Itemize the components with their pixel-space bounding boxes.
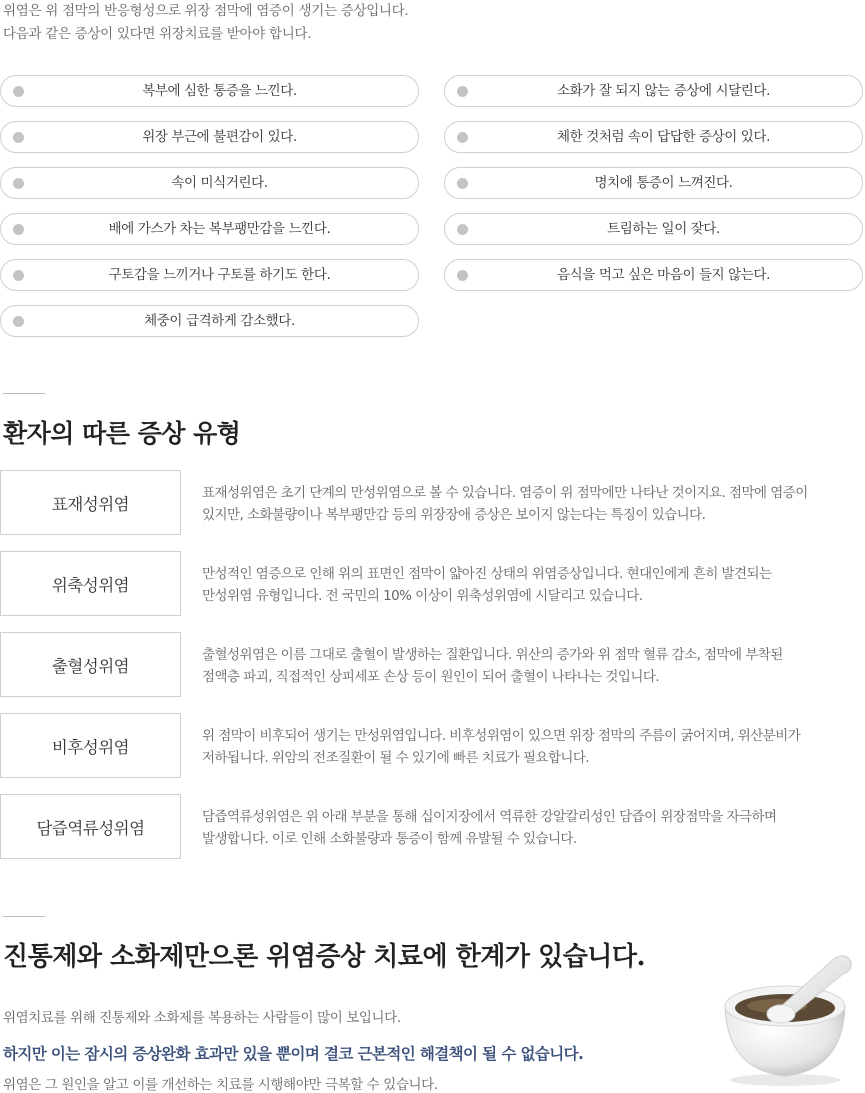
type-row	[0, 632, 865, 698]
limit-paragraph-1: 위염치료를 위해 진통제와 소화제를 복용하는 사람들이 많이 보입니다.	[3, 1010, 401, 1026]
symptom-item: 명치에 통증이 느껴진다.	[444, 167, 863, 199]
type-row	[0, 551, 865, 617]
intro-line-2: 다음과 같은 증상이 있다면 위장치료를 받아야 합니다.	[3, 26, 312, 42]
type-description: 위 점막이 비후되어 생기는 만성위염입니다. 비후성위염이 있으면 위장 점막의 주름이 굵어지며, 위산분비가 저하됩니다. 위암의 전조질환이 될 수 있기에 빠른 치료가 필요합니다.	[202, 728, 801, 766]
symptom-item: 복부에 심한 통증을 느낀다.	[0, 75, 419, 107]
limit-paragraph-2: 위염은 그 원인을 알고 이를 개선하는 치료를 시행해야만 극복할 수 있습니다.	[3, 1077, 438, 1093]
symptom-item: 위장 부근에 불편감이 있다.	[0, 121, 419, 153]
limit-section-title: 진통제와 소화제만으론 위염증상 치료에 한계가 있습니다.	[3, 942, 646, 972]
symptom-item: 체중이 급격하게 감소했다.	[0, 305, 419, 337]
symptom-item: 소화가 잘 되지 않는 증상에 시달린다.	[444, 75, 863, 107]
type-name: 담즙역류성위염	[0, 794, 181, 859]
type-description: 표재성위염은 초기 단계의 만성위염으로 볼 수 있습니다. 염증이 위 점막에만 나타난 것이지요. 점막에 염증이 있지만, 소화불량이나 복부팽만감 등의 위장장애 증상은 보이지 않는다는 특징이 있습니다.	[202, 485, 808, 523]
symptom-item: 구토감을 느끼거나 구토를 하기도 한다.	[0, 259, 419, 291]
section-divider	[3, 916, 45, 917]
symptom-item: 배에 가스가 차는 복부팽만감을 느낀다.	[0, 213, 419, 245]
mortar-and-pestle-icon	[715, 944, 860, 1089]
symptom-item: 체한 것처럼 속이 답답한 증상이 있다.	[444, 121, 863, 153]
symptom-item: 음식을 먹고 싶은 마음이 들지 않는다.	[444, 259, 863, 291]
type-description: 출혈성위염은 이름 그대로 출혈이 발생하는 질환입니다. 위산의 증가와 위 점막 혈류 감소, 점막에 부착된 점액층 파괴, 직접적인 상피세포 손상 등이 원인이 되어 출혈이 나타나는 것입니다.	[202, 647, 783, 685]
section-divider	[3, 393, 45, 394]
type-name: 위축성위염	[0, 551, 181, 616]
type-row	[0, 713, 865, 779]
intro-line-1: 위염은 위 점막의 반응형성으로 위장 점막에 염증이 생기는 증상입니다.	[3, 3, 409, 19]
symptom-item: 트림하는 일이 잦다.	[444, 213, 863, 245]
type-name: 비후성위염	[0, 713, 181, 778]
type-row	[0, 794, 865, 860]
intro-text	[3, 0, 408, 46]
type-description: 담즙역류성위염은 위 아래 부분을 통해 십이지장에서 역류한 강알칼리성인 담즙이 위장점막을 자극하며 발생합니다. 이로 인해 소화불량과 통증이 함께 유발될 수 있습니다.	[202, 809, 777, 847]
type-name: 표재성위염	[0, 470, 181, 535]
type-name: 출혈성위염	[0, 632, 181, 697]
type-row	[0, 470, 865, 536]
type-description: 만성적인 염증으로 인해 위의 표면인 점막이 얇아진 상태의 위염증상입니다. 현대인에게 흔히 발견되는 만성위염 유형입니다. 전 국민의 10% 이상이 위축성위염에 시달리고 있습니다.	[202, 566, 772, 604]
limit-paragraph-emphasis: 하지만 이는 잠시의 증상완화 효과만 있을 뿐이며 결코 근본적인 해결책이 될 수 없습니다.	[3, 1045, 584, 1063]
symptom-item: 속이 미식거린다.	[0, 167, 419, 199]
types-section-title: 환자의 따른 증상 유형	[3, 419, 241, 448]
